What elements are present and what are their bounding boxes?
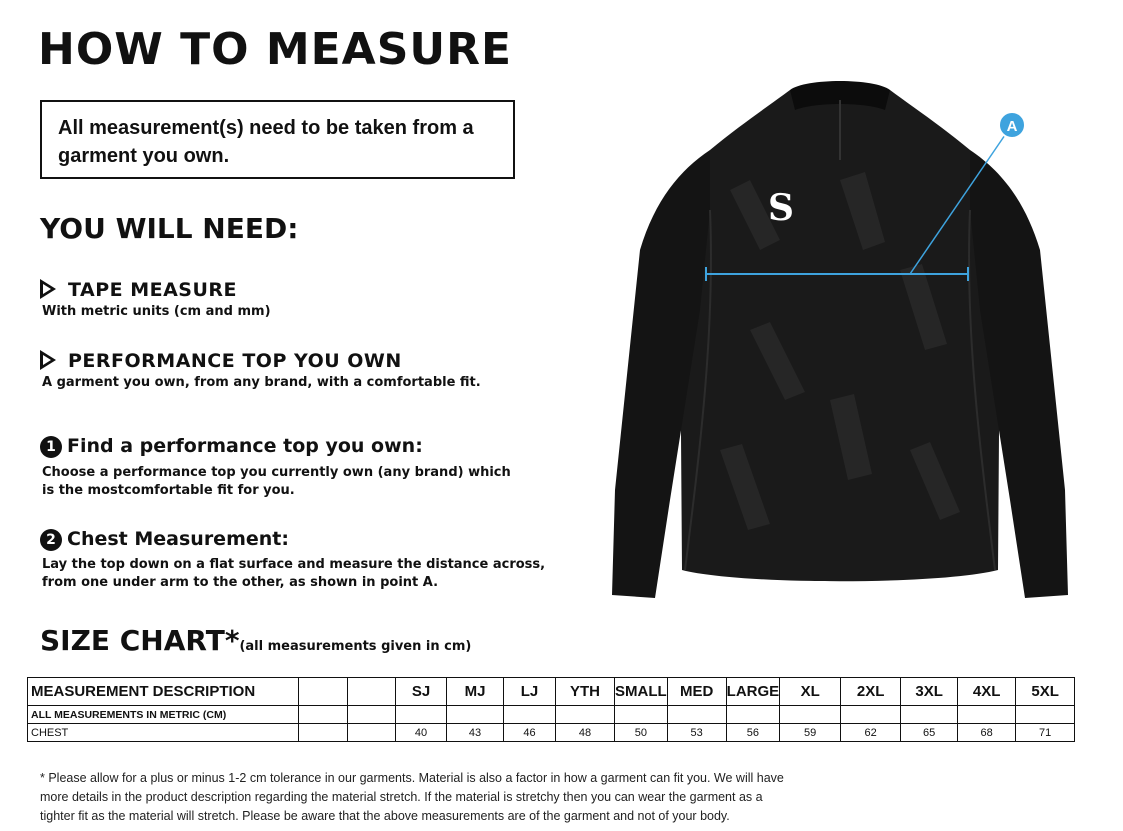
chest-value: 59 (780, 724, 841, 742)
table-row (28, 706, 1075, 724)
step-2-heading: 2 Chest Measurement: (40, 528, 289, 551)
size-header: MED (667, 678, 726, 706)
performance-top-desc: A garment you own, from any brand, with a comfortable fit. (42, 375, 481, 390)
size-chart-heading: SIZE CHART*(all measurements given in cm) (40, 624, 472, 657)
size-header: XL (780, 678, 841, 706)
chest-value: 46 (504, 724, 556, 742)
size-header: 2XL (841, 678, 901, 706)
chest-value: 53 (667, 724, 726, 742)
brand-logo: S (768, 187, 794, 229)
size-header: 4XL (958, 678, 1016, 706)
chest-value: 40 (396, 724, 447, 742)
tape-measure-heading: TAPE MEASURE (40, 279, 237, 301)
step-1-text: Choose a performance top you currently own (any brand) which is the mostcomfortable fit for you. (42, 465, 511, 498)
footnote: * Please allow for a plus or minus 1-2 cm tolerance in our garments. Material is also a factor in how a garment can fit you. We will have more details in the product description regarding the material stretch. If the material is stretchy then you can wear the garment as a tighter fit as the material will stretch. Please be aware that the above measurements are of the garment and not of your body. (40, 771, 784, 823)
table-header-row (28, 678, 1075, 706)
step-1-heading: 1 Find a performance top you own: (40, 435, 423, 458)
triangle-bullet-icon (40, 279, 56, 299)
measurement-description-header: MEASUREMENT DESCRIPTION (28, 678, 299, 706)
garment-diagram (600, 70, 1080, 605)
metric-label: ALL MEASUREMENTS IN METRIC (CM) (28, 706, 299, 724)
number-1-icon: 1 (40, 436, 62, 458)
chest-value: 48 (556, 724, 615, 742)
size-header: 5XL (1016, 678, 1075, 706)
tape-measure-desc: With metric units (cm and mm) (42, 304, 271, 319)
shirt-icon (612, 81, 1068, 598)
chest-value: 56 (726, 724, 780, 742)
size-chart-table (27, 677, 1075, 742)
size-header: SJ (396, 678, 447, 706)
number-2-icon: 2 (40, 529, 62, 551)
table-row (28, 724, 1075, 742)
performance-top-heading: PERFORMANCE TOP YOU OWN (40, 350, 402, 372)
size-header: LJ (504, 678, 556, 706)
chest-value: 62 (841, 724, 901, 742)
chest-value: 65 (901, 724, 958, 742)
triangle-bullet-icon (40, 350, 56, 370)
size-header: YTH (556, 678, 615, 706)
size-header: SMALL (615, 678, 668, 706)
point-a-label: A (1006, 118, 1018, 135)
chest-value: 43 (447, 724, 504, 742)
page-title: HOW TO MEASURE (38, 24, 513, 75)
size-header: 3XL (901, 678, 958, 706)
chest-row-label: CHEST (28, 724, 299, 742)
notice-box: All measurement(s) need to be taken from a garment you own. (40, 100, 515, 179)
size-header: LARGE (726, 678, 780, 706)
chest-value: 50 (615, 724, 668, 742)
step-2-text: Lay the top down on a flat surface and measure the distance across, from one under arm to the other, as shown in point A. (42, 557, 546, 590)
size-header: MJ (447, 678, 504, 706)
you-will-need-heading: YOU WILL NEED: (40, 212, 299, 245)
chest-value: 71 (1016, 724, 1075, 742)
chest-value: 68 (958, 724, 1016, 742)
